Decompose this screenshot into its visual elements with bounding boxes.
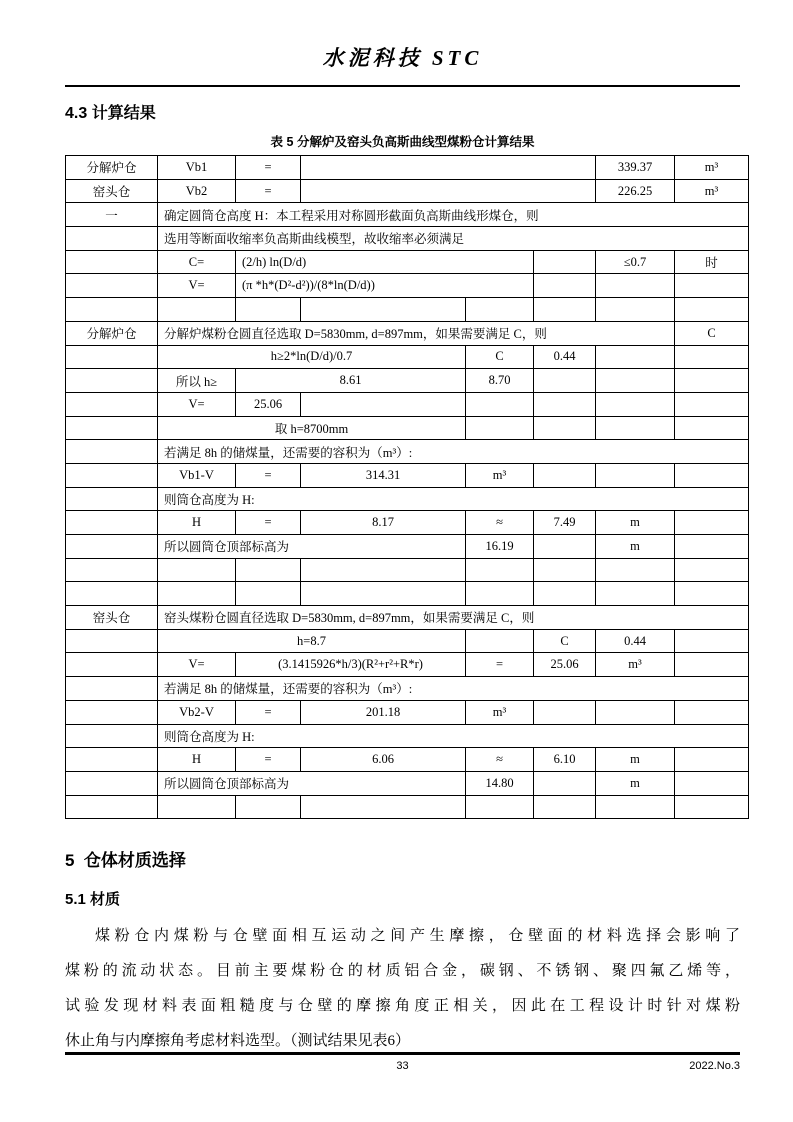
table-cell: 201.18 <box>301 700 466 724</box>
table-row <box>66 345 749 369</box>
journal-title: 水泥科技 STC <box>322 46 483 70</box>
table-cell: m³ <box>596 653 675 677</box>
table-cell: (3.1415926*h/3)(R²+r²+R*r) <box>236 653 466 677</box>
table-cell <box>534 558 596 582</box>
table-cell <box>596 582 675 606</box>
table-cell <box>66 535 158 559</box>
table-cell <box>534 771 596 795</box>
table-cell: Vb1-V <box>158 463 236 487</box>
table-cell <box>675 748 749 772</box>
table-cell: m³ <box>466 463 534 487</box>
table-cell <box>66 558 158 582</box>
table-cell <box>675 700 749 724</box>
table-row <box>66 274 749 298</box>
table-cell: = <box>466 653 534 677</box>
table-cell: m³ <box>675 179 749 203</box>
table-cell <box>596 369 675 393</box>
table-cell <box>301 156 596 180</box>
table-cell <box>596 416 675 440</box>
table-cell <box>301 582 466 606</box>
table-cell <box>596 345 675 369</box>
table-cell: C= <box>158 250 236 274</box>
table-cell <box>675 582 749 606</box>
table-cell <box>66 653 158 677</box>
table-row <box>66 724 749 748</box>
table-row <box>66 227 749 251</box>
table-cell <box>301 558 466 582</box>
table-cell: = <box>236 463 301 487</box>
table-cell: V= <box>158 653 236 677</box>
table-cell: 0.44 <box>534 345 596 369</box>
table-cell: 314.31 <box>301 463 466 487</box>
table-cell <box>534 416 596 440</box>
table-cell <box>301 298 466 322</box>
calc-table-body <box>66 156 749 819</box>
table-cell <box>301 795 466 819</box>
table-cell: 25.06 <box>236 392 301 416</box>
table-cell <box>66 250 158 274</box>
table-row <box>66 298 749 322</box>
table-row <box>66 629 749 653</box>
table-cell <box>534 463 596 487</box>
table-cell: C <box>534 629 596 653</box>
table-cell: 7.49 <box>534 511 596 535</box>
table-cell: m³ <box>466 700 534 724</box>
table-cell: = <box>236 511 301 535</box>
table-cell: 8.17 <box>301 511 466 535</box>
table-cell: h=8.7 <box>158 629 466 653</box>
table-cell: 窑头仓 <box>66 179 158 203</box>
table-cell <box>534 535 596 559</box>
table-cell <box>158 795 236 819</box>
table-cell <box>596 463 675 487</box>
table-cell: h≥2*ln(D/d)/0.7 <box>158 345 466 369</box>
section-5-1-paragraph <box>65 919 740 1059</box>
table-cell <box>675 392 749 416</box>
table-cell: H <box>158 511 236 535</box>
table-cell: H <box>158 748 236 772</box>
table-cell: ≤0.7 <box>596 250 675 274</box>
table-cell <box>66 369 158 393</box>
table-cell: 6.10 <box>534 748 596 772</box>
table-cell: m <box>596 511 675 535</box>
table-cell: 所以 h≥ <box>158 369 236 393</box>
table-cell <box>66 416 158 440</box>
table-row <box>66 700 749 724</box>
table-cell: 6.06 <box>301 748 466 772</box>
table-cell: 选用等断面收缩率负高斯曲线模型，故收缩率必须满足 <box>158 227 749 251</box>
table-caption: 表 5 分解炉及窑头负高斯曲线型煤粉仓计算结果 <box>270 135 535 149</box>
table-cell <box>675 511 749 535</box>
table-row <box>66 321 749 345</box>
table-cell: 若满足 8h 的储煤量，还需要的容积为（m³）: <box>158 677 749 701</box>
table-cell: = <box>236 700 301 724</box>
table-cell <box>66 511 158 535</box>
table-row <box>66 487 749 511</box>
table-cell <box>158 582 236 606</box>
table-row <box>66 250 749 274</box>
table-cell <box>534 582 596 606</box>
table-cell <box>158 558 236 582</box>
table-row <box>66 558 749 582</box>
table-cell <box>675 298 749 322</box>
table-cell <box>596 795 675 819</box>
table-cell: 分解炉煤粉仓圆直径选取 D=5830mm, d=897mm，如果需要满足 C，则 <box>158 321 675 345</box>
table-cell <box>236 298 301 322</box>
table-cell: 339.37 <box>596 156 675 180</box>
table-cell <box>534 250 596 274</box>
table-cell <box>675 653 749 677</box>
table-cell <box>675 558 749 582</box>
table-cell: C <box>466 345 534 369</box>
table-cell: 时 <box>675 250 749 274</box>
table-row <box>66 440 749 464</box>
table-cell: 分解炉仓 <box>66 156 158 180</box>
table-cell <box>236 558 301 582</box>
table-row <box>66 511 749 535</box>
table-cell <box>66 795 158 819</box>
table-cell <box>534 795 596 819</box>
table-cell: 8.70 <box>466 369 534 393</box>
table-cell <box>466 558 534 582</box>
table-row <box>66 582 749 606</box>
table-row <box>66 392 749 416</box>
table-cell: 16.19 <box>466 535 534 559</box>
table-row <box>66 535 749 559</box>
table-cell: 确定圆筒仓高度 H：本工程采用对称圆形截面负高斯曲线形煤仓，则 <box>158 203 749 227</box>
table-cell: ≈ <box>466 511 534 535</box>
table-cell: 25.06 <box>534 653 596 677</box>
table-cell <box>301 392 466 416</box>
section-5-1-heading: 5.1 材质 <box>65 891 121 909</box>
table-cell <box>675 795 749 819</box>
table-row <box>66 203 749 227</box>
table-cell <box>534 274 596 298</box>
section-5-heading: 5 仓体材质选择 <box>65 851 186 871</box>
table-cell <box>66 274 158 298</box>
table-cell <box>534 369 596 393</box>
table-cell <box>466 795 534 819</box>
table-cell <box>66 392 158 416</box>
table-row <box>66 653 749 677</box>
calculation-results-table <box>65 155 749 819</box>
table-cell <box>66 771 158 795</box>
paragraph-line: 煤粉的流动状态。目前主要煤粉仓的材质铝合金，碳钢、不锈钢、聚四氟乙烯等， <box>65 963 740 980</box>
table-row <box>66 156 749 180</box>
table-cell: (π *h*(D²-d²))/(8*ln(D/d)) <box>236 274 534 298</box>
table-row <box>66 795 749 819</box>
table-cell: (2/h) ln(D/d) <box>236 250 534 274</box>
table-cell <box>466 392 534 416</box>
table-cell <box>466 629 534 653</box>
table-cell <box>675 463 749 487</box>
paragraph-line: 煤粉仓内煤粉与仓壁面相互运动之间产生摩擦，仓壁面的材料选择会影响了 <box>95 928 740 945</box>
table-cell <box>675 274 749 298</box>
table-row <box>66 771 749 795</box>
table-cell <box>158 298 236 322</box>
table-cell <box>66 748 158 772</box>
table-row <box>66 179 749 203</box>
table-row <box>66 748 749 772</box>
table-cell <box>675 345 749 369</box>
table-cell: 8.61 <box>236 369 466 393</box>
table-cell: C <box>675 321 749 345</box>
table-cell <box>66 227 158 251</box>
table-cell <box>596 558 675 582</box>
issue-number: 2022.No.3 <box>689 1060 740 1072</box>
table-cell: 一 <box>66 203 158 227</box>
table-cell <box>66 487 158 511</box>
table-cell <box>596 700 675 724</box>
table-cell: m <box>596 748 675 772</box>
table-cell <box>675 629 749 653</box>
table-cell: m <box>596 771 675 795</box>
paragraph-line: 休止角与内摩擦角考虑材料选型。（测试结果见表6） <box>65 1033 411 1050</box>
table-cell <box>596 274 675 298</box>
table-cell: m³ <box>675 156 749 180</box>
table-cell: 若满足 8h 的储煤量，还需要的容积为（m³）: <box>158 440 749 464</box>
table-cell: 14.80 <box>466 771 534 795</box>
table-cell <box>66 629 158 653</box>
paragraph-line: 试验发现材料表面粗糙度与仓壁的摩擦角度正相关，因此在工程设计时针对煤粉 <box>65 998 740 1015</box>
table-cell: 则筒仓高度为 H: <box>158 724 749 748</box>
table-cell <box>675 771 749 795</box>
table-cell <box>596 392 675 416</box>
table-cell: Vb2 <box>158 179 236 203</box>
table-cell <box>66 724 158 748</box>
table-cell <box>66 440 158 464</box>
table-cell: 窑头仓 <box>66 606 158 630</box>
table-cell <box>466 416 534 440</box>
table-cell: = <box>236 748 301 772</box>
table-cell: V= <box>158 274 236 298</box>
table-cell: ≈ <box>466 748 534 772</box>
table-cell: Vb2-V <box>158 700 236 724</box>
table-cell: V= <box>158 392 236 416</box>
table-cell <box>66 345 158 369</box>
table-cell: 226.25 <box>596 179 675 203</box>
footer-rule <box>65 1052 740 1055</box>
table-cell <box>66 298 158 322</box>
table-cell <box>675 416 749 440</box>
table-cell <box>466 298 534 322</box>
table-cell: 则筒仓高度为 H: <box>158 487 749 511</box>
table-row <box>66 416 749 440</box>
table-cell <box>466 582 534 606</box>
table-cell: = <box>236 179 301 203</box>
table-row <box>66 606 749 630</box>
table-cell: 所以圆筒仓顶部标高为 <box>158 771 466 795</box>
header-rule <box>65 85 740 87</box>
table-cell: 分解炉仓 <box>66 321 158 345</box>
table-row <box>66 677 749 701</box>
page-number: 33 <box>396 1060 409 1072</box>
table-cell <box>66 582 158 606</box>
table-cell <box>675 369 749 393</box>
table-cell <box>596 298 675 322</box>
table-cell: 取 h=8700mm <box>158 416 466 440</box>
table-cell <box>301 179 596 203</box>
table-cell: 窑头煤粉仓圆直径选取 D=5830mm, d=897mm，如果需要满足 C，则 <box>158 606 749 630</box>
table-cell <box>534 298 596 322</box>
table-row <box>66 369 749 393</box>
section-4-3-heading: 4.3 计算结果 <box>65 105 156 122</box>
table-cell <box>236 582 301 606</box>
table-cell <box>534 700 596 724</box>
table-cell <box>66 700 158 724</box>
table-cell: = <box>236 156 301 180</box>
table-cell: 所以圆筒仓顶部标高为 <box>158 535 466 559</box>
table-cell <box>675 535 749 559</box>
table-row <box>66 463 749 487</box>
table-cell <box>66 677 158 701</box>
table-cell <box>534 392 596 416</box>
table-cell: 0.44 <box>596 629 675 653</box>
table-cell <box>236 795 301 819</box>
table-cell: m <box>596 535 675 559</box>
table-cell: Vb1 <box>158 156 236 180</box>
table-cell <box>66 463 158 487</box>
